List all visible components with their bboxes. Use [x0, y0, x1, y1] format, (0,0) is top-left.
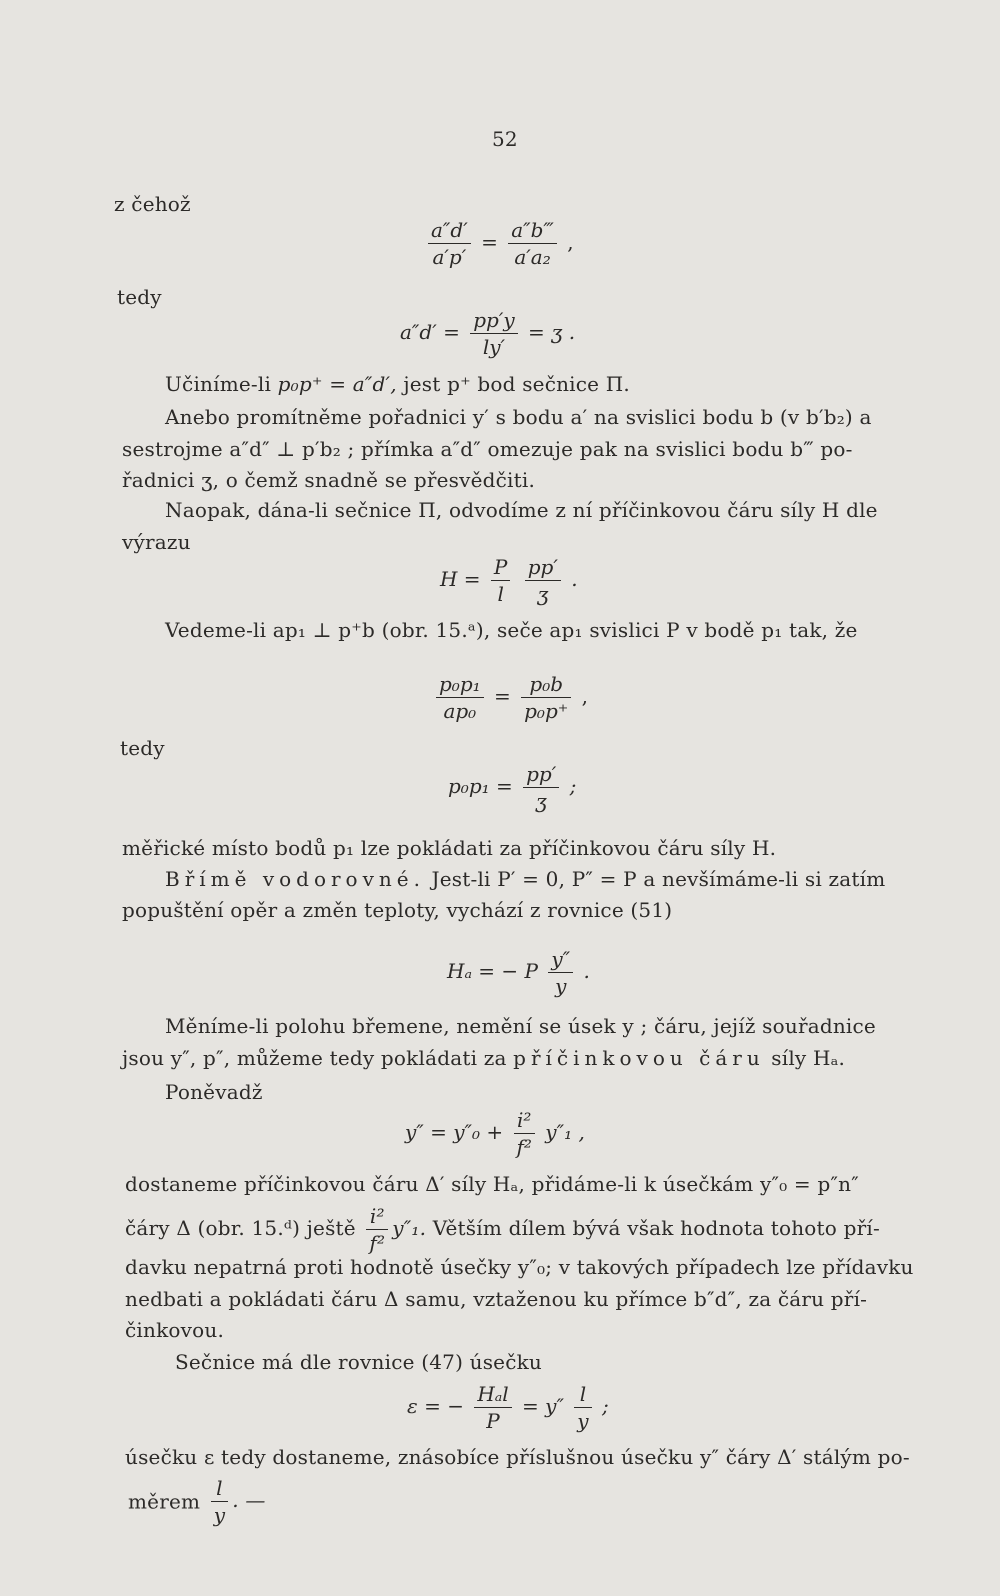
text-line: dostaneme příčinkovou čáru Δ′ síly Hₐ, přidáme-li k úsečkám y″₀ = p″n″ [125, 1172, 859, 1196]
text-line: Učiníme-li p₀p⁺ = a″d′, jest p⁺ bod sečnice Π. [165, 372, 630, 396]
equation-1: $\frac{a''d'}{a'p'}$ = $\frac{a''b‴}{\text{a′a₂}}$ , [424, 218, 574, 269]
text-line: nedbati a pokládati čáru Δ samu, vztaženou ku přímce b″d″, za čáru pří- [125, 1287, 868, 1311]
text-line: tedy [120, 736, 165, 760]
page-number: 52 [492, 127, 518, 151]
text-line: Poněvadž [165, 1080, 263, 1104]
text-line: měřické místo bodů p₁ lze pokládati za příčinkovou čáru síly H. [122, 836, 777, 860]
equation-7: y″ = y″₀ + $\frac{\text{i²}}{\text{f²}}$ y″₁ , [405, 1108, 585, 1159]
text-line: činkovou. [125, 1318, 225, 1342]
text-line: Měníme-li polohu břemene, nemění se úsek y ; čáru, jejíž souřadnice [165, 1014, 876, 1038]
text-line: řadnici ʒ, o čemž snadně se přesvědčiti. [122, 468, 536, 492]
text-line: z čehož [114, 192, 191, 216]
text-line: Sečnice má dle rovnice (47) úsečku [175, 1350, 543, 1374]
text-line: sestrojme a″d″ ⊥ p′b₂ ; přímka a″d″ omezuje pak na svislici bodu b‴ po- [122, 437, 853, 461]
text-line: Anebo promítněme pořadnici y′ s bodu a′ na svislici bodu b (v b′b₂) a [165, 405, 872, 429]
text-line: Vedeme-li ap₁ ⊥ p⁺b (obr. 15.ᵃ), seče ap₁ svislici P v bodě p₁ tak, že [165, 618, 858, 642]
equation-6: Hₐ = − P $\frac{y''}{y}$ . [447, 947, 590, 998]
text-line: tedy [117, 285, 162, 309]
equation-5: p₀p₁ = $\frac{pp'}{\text{ʒ}}$ ; [448, 762, 577, 813]
text-line: Naopak, dána-li sečnice Π, odvodíme z ní příčinkovou čáru síly H dle [165, 498, 878, 522]
text-line: úsečku ɛ tedy dostaneme, znásobíce příslušnou úsečku y″ čáry Δ′ stálým po- [125, 1445, 910, 1469]
text-line: čáry Δ (obr. 15.ᵈ) ještě $\frac{\text{i²}}{\text{f²}}$ y″₁. Větším dílem bývá však hodnota tohoto pří- [125, 1204, 880, 1255]
text-line: měrem $\frac{l}{y}$ . — [128, 1476, 266, 1527]
text-line: výrazu [122, 530, 191, 554]
text-line: jsou y″, p″, můžeme tedy pokládati za příčinkovou čáru síly Hₐ. [122, 1046, 846, 1070]
text-line: davku nepatrná proti hodnotě úsečky y″₀; v takových případech lze přídavku [125, 1255, 914, 1279]
equation-2: a″d′ = $\frac{pp'y}{ly'}$ = ʒ . [400, 308, 576, 359]
equation-9: ɛ = − $\frac{\text{Hₐl}}{P}$ = y″ $\frac{l}{y}$ ; [407, 1382, 609, 1433]
text-line: Břímě vodorovné. Jest-li P′ = 0, P″ = P a nevšímáme-li si zatím [165, 867, 886, 891]
text-line: popuštění opěr a změn teploty, vychází z rovnice (51) [122, 898, 673, 922]
equation-3: H = $\frac{P}{l}$ $\frac{pp'}{\text{ʒ}}$ . [440, 555, 578, 606]
equation-4: $\frac{\text{p₀p₁}}{\text{ap₀}}$ = $\frac{\text{p₀b}}{\text{p₀p⁺}}$ , [432, 672, 588, 723]
